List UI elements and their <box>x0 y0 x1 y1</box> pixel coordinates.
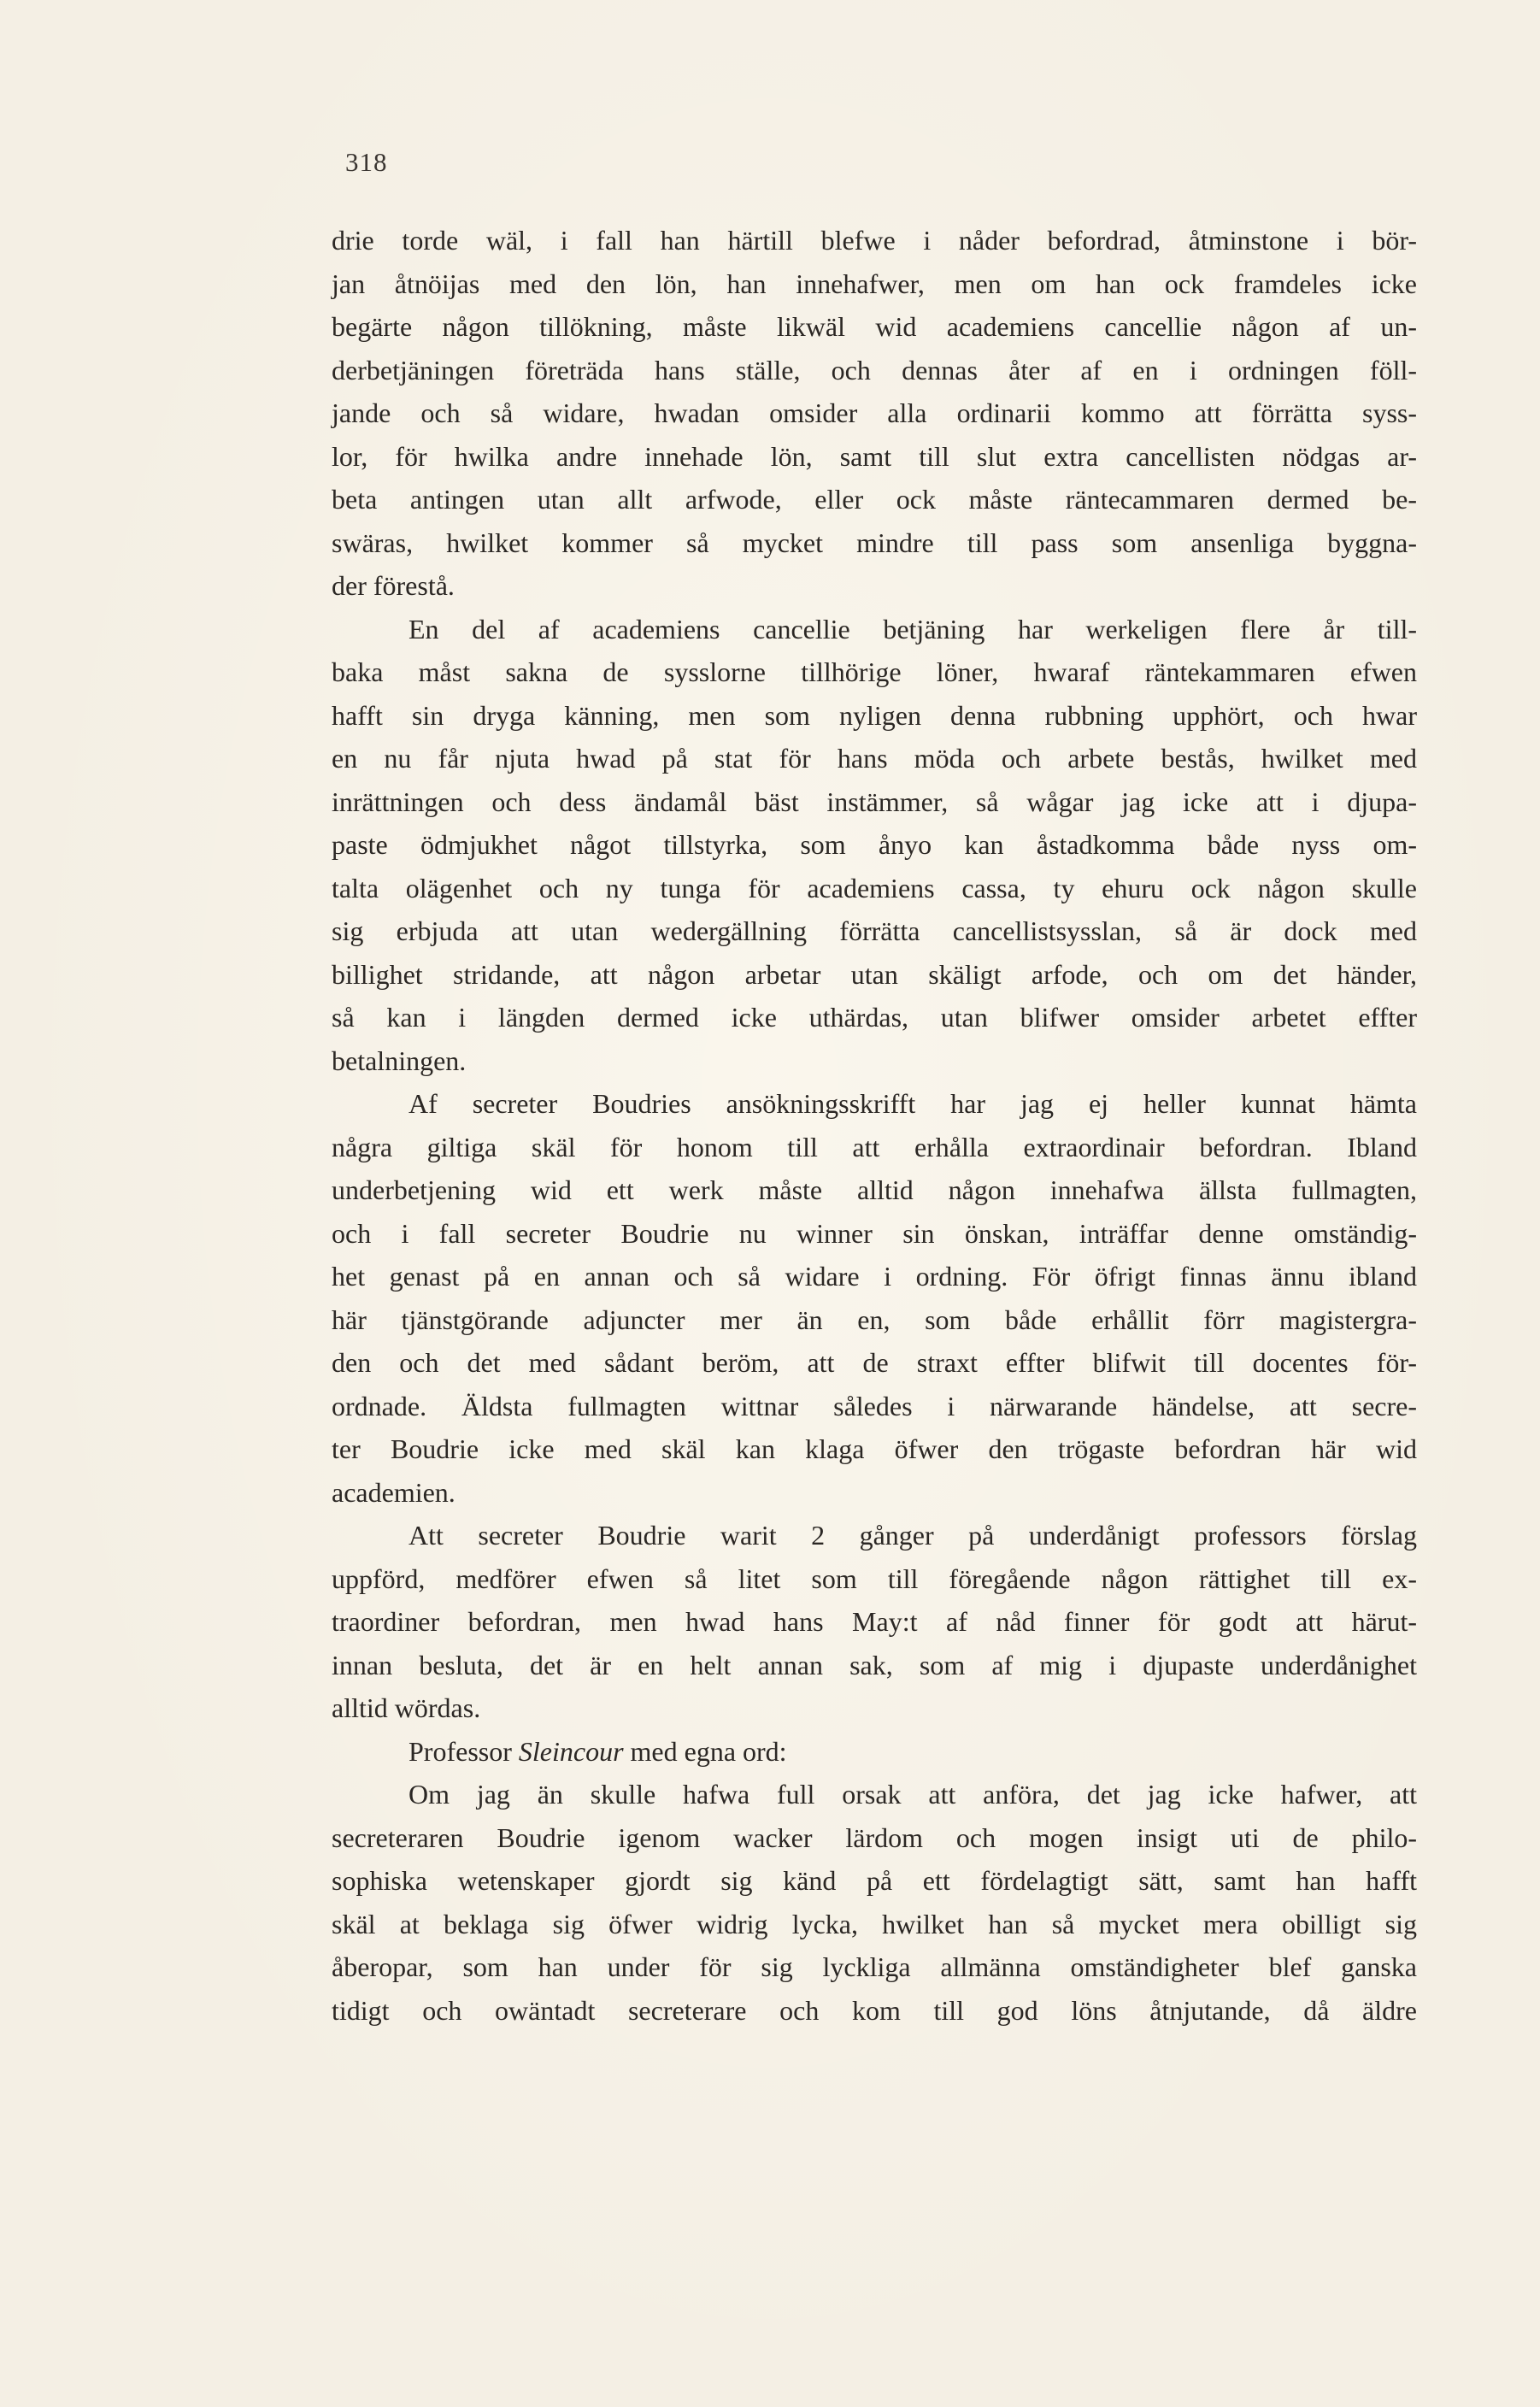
paragraph-start-line: En del af academiens cancellie betjäning har werkeligen flere år till- <box>409 613 1417 644</box>
page-number: 318 <box>345 147 388 177</box>
text-line: betalningen. <box>332 1045 467 1076</box>
text-line: innan besluta, det är en helt annan sak, som af mig i djupaste underdånighet <box>332 1649 1417 1680</box>
text-line: billighet stridande, att någon arbetar utan skäligt arfode, och om det händer, <box>332 958 1417 990</box>
text-line: några giltiga skäl för honom till att erhålla extraordinair befordran. Ibland <box>332 1131 1417 1162</box>
text-line: baka måst sakna de sysslorne tillhörige löner, hwaraf räntekammaren efwen <box>332 656 1417 687</box>
text-line: drie torde wäl, i fall han härtill blefwe i nåder befordrad, åtminstone i bör- <box>332 225 1417 256</box>
text-line: derbetjäningen företräda hans ställe, och dennas åter af en i ordningen föll- <box>332 354 1417 385</box>
text-line: hafft sin dryga känning, men som nyligen denna rubbning upphört, och hwar <box>332 699 1417 731</box>
text-line: ter Boudrie icke med skäl kan klaga öfwer den trögaste befordran här wid <box>332 1433 1417 1464</box>
text-line: och i fall secreter Boudrie nu winner sin önskan, inträffar denne omständig- <box>332 1217 1417 1249</box>
text-line: inrättningen och dess ändamål bäst instämmer, så wågar jag icke att i djupa- <box>332 786 1417 817</box>
text-line: jan åtnöijas med den lön, han innehafwer, men om han ock framdeles icke <box>332 268 1417 299</box>
speaker-suffix: med egna ord: <box>623 1735 787 1767</box>
text-line: åberopar, som han under för sig lyckliga allmänna omständigheter blef ganska <box>332 1951 1417 1982</box>
text-line: paste ödmjukhet något tillstyrka, som ånyo kan åstadkomma både nyss om- <box>332 829 1417 860</box>
text-line: skäl at beklaga sig öfwer widrig lycka, hwilket han så mycket mera obilligt sig <box>332 1908 1417 1939</box>
speaker-name: Sleincour <box>518 1735 624 1767</box>
text-line: uppförd, medförer efwen så litet som till föregående någon rättighet till ex- <box>332 1562 1417 1594</box>
text-line: en nu får njuta hwad på stat för hans möda och arbete bestås, hwilket med <box>332 743 1417 774</box>
text-line: jande och så widare, hwadan omsider alla ordinarii kommo att förrätta syss- <box>332 397 1417 428</box>
text-line: het genast på en annan och så widare i ordning. För öfrigt finnas ännu ibland <box>332 1261 1417 1292</box>
text-line: academien. <box>332 1476 456 1508</box>
text-line: traordiner befordran, men hwad hans May:t af nåd finner för godt att härut- <box>332 1606 1417 1637</box>
text-line: beta antingen utan allt arfwode, eller ock måste räntecammaren dermed be- <box>332 484 1417 515</box>
paragraph-start-line: Om jag än skulle hafwa full orsak att anföra, det jag icke hafwer, att <box>409 1779 1417 1810</box>
text-line: underbetjening wid ett werk måste alltid någon innehafwa ällsta fullmagten, <box>332 1174 1417 1205</box>
speaker-line <box>332 1730 1417 1774</box>
text-line: den och det med sådant beröm, att de straxt effter blifwit till docentes för- <box>332 1347 1417 1378</box>
text-line: secreteraren Boudrie igenom wacker lärdom och mogen insigt uti de philo- <box>332 1821 1417 1853</box>
paragraph-start-line: Att secreter Boudrie warit 2 gånger på underdånigt professors förslag <box>409 1520 1417 1551</box>
paragraph-start-line: Af secreter Boudries ansökningsskrifft har jag ej heller kunnat hämta <box>409 1088 1417 1119</box>
text-line: ordnade. Äldsta fullmagten wittnar således i närwarande händelse, att secre- <box>332 1390 1417 1421</box>
text-line: så kan i längden dermed icke uthärdas, utan blifwer omsider arbetet effter <box>332 1002 1417 1033</box>
speaker-prefix: Professor <box>409 1735 519 1767</box>
text-line: begärte någon tillökning, måste likwäl wid academiens cancellie någon af un- <box>332 311 1417 342</box>
text-line: alltid wördas. <box>332 1692 481 1723</box>
text-line: talta olägenhet och ny tunga för academiens cassa, ty ehuru ock någon skulle <box>332 872 1417 903</box>
text-line: tidigt och owäntadt secreterare och kom till god löns åtnjutande, då äldre <box>332 1994 1417 2026</box>
text-line: sophiska wetenskaper gjordt sig känd på ett fördelagtigt sätt, samt han hafft <box>332 1865 1417 1896</box>
text-line: sig erbjuda att utan wedergällning förrätta cancellistsysslan, så är dock med <box>332 915 1417 946</box>
text-line: lor, för hwilka andre innehade lön, samt till slut extra cancellisten nödgas ar- <box>332 440 1417 472</box>
text-line: swäras, hwilket kommer så mycket mindre till pass som ansenliga byggna- <box>332 527 1417 558</box>
text-line: här tjänstgörande adjuncter mer än en, som både erhållit förr magistergra- <box>332 1304 1417 1335</box>
body-text <box>332 219 1417 2032</box>
text-line: der förestå. <box>332 570 455 601</box>
